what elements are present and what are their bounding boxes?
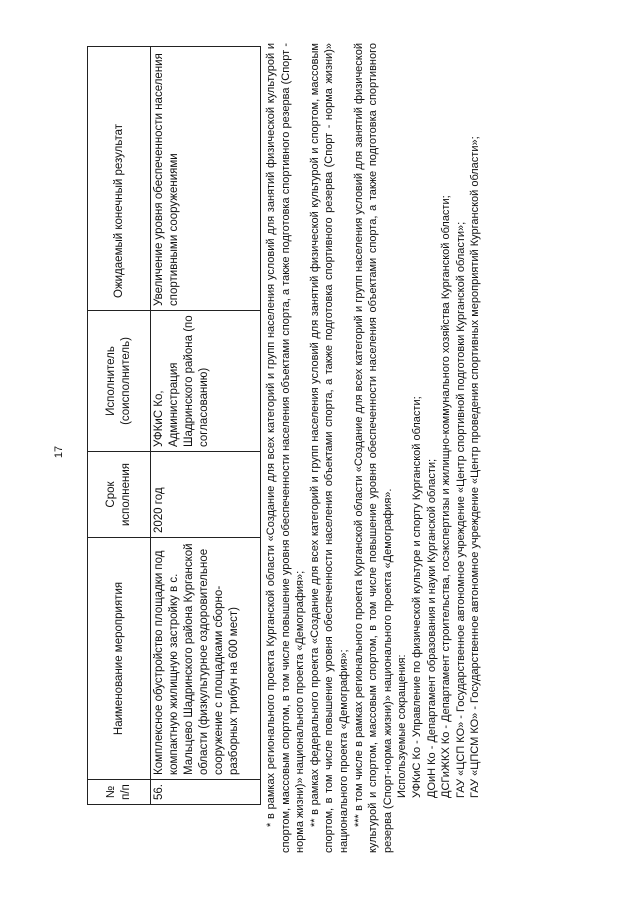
footnote-2: ** в рамках федерального проекта «Создание для всех категорий и групп населения условий для занятий физической культурой и спортом, массовым спортом, в том числе повышение уровня обеспеченности населения объектами спорта, а также подготовка спортивного резерва (Спорт - норма жизни)» национального проекта «Демография»; xyxy=(308,43,350,853)
activities-table xyxy=(87,46,261,805)
abbreviation-item: ГАУ «ЦПСМ КО» - Государственное автономное учреждение «Центр проведения спортивных мероприятий Курганской области»; xyxy=(469,136,482,798)
header-activity-name: Наименование мероприятия xyxy=(88,538,151,780)
cell-expected-result: Увеличение уровня обеспеченности населения спортивными сооружениями xyxy=(151,47,261,311)
footnotes-section xyxy=(264,43,483,853)
footnote-3: *** в том числе в рамках регионального проекта Курганской области «Создание для всех категорий и групп населения условий для занятий физической культурой и спортом, массовым спортом, в том числе повышение уровня обеспеченности населения объектами спорта, а также подготовка спортивного резерва (Спорт-норма жизни)» национального проекта «Демография». xyxy=(352,43,394,853)
header-number: № п/п xyxy=(88,780,151,805)
cell-activity-name: Комплексное обустройство площадки под компактную жилищную застройку в с. Мальцево Шадринского района Курганской области (физкультурное оздоровительное сооружение с площадками сборно-разборных трибун на 600 мест) xyxy=(151,538,261,780)
table-header-row xyxy=(88,47,151,805)
abbreviation-item: УФКиС Ко - Управление по физической культуре и спорту Курганской области; xyxy=(410,396,423,798)
cell-term: 2020 год xyxy=(151,452,261,538)
table-row xyxy=(151,47,261,805)
footnote-1: * в рамках регионального проекта Курганской области «Создание для всех категорий и групп населения условий для занятий физической культурой и спортом, массовым спортом, в том числе повышение уровня обеспеченности населения объектами спорта, а также подготовка спортивного резерва (Спорт - норма жизни)» национального проекта «Демография»; xyxy=(265,43,307,853)
header-term: Срок исполнения xyxy=(88,452,151,538)
abbreviations-title: Используемые сокращения: xyxy=(396,654,409,798)
cell-number: 56. xyxy=(151,780,261,805)
cell-executor: УФКиС Ко, Администрация Шадринского района (по согласованию) xyxy=(151,311,261,452)
abbreviation-item: ГАУ «ЦСП КО» - Государственное автономное учреждение «Центр спортивной подготовки Курганской области»; xyxy=(454,221,467,798)
header-expected-result: Ожидаемый конечный результат xyxy=(88,47,151,311)
header-executor: Исполнитель (соисполнитель) xyxy=(88,311,151,452)
page-number: 17 xyxy=(53,445,65,459)
abbreviation-item: ДСГиЖКХ Ко - Департамент строительства, госэкспертизы и жилищно-коммунального хозяйства Курганской области; xyxy=(440,195,453,798)
abbreviation-item: ДОиН Ко - Департамент образования и науки Курганской области; xyxy=(425,458,438,798)
